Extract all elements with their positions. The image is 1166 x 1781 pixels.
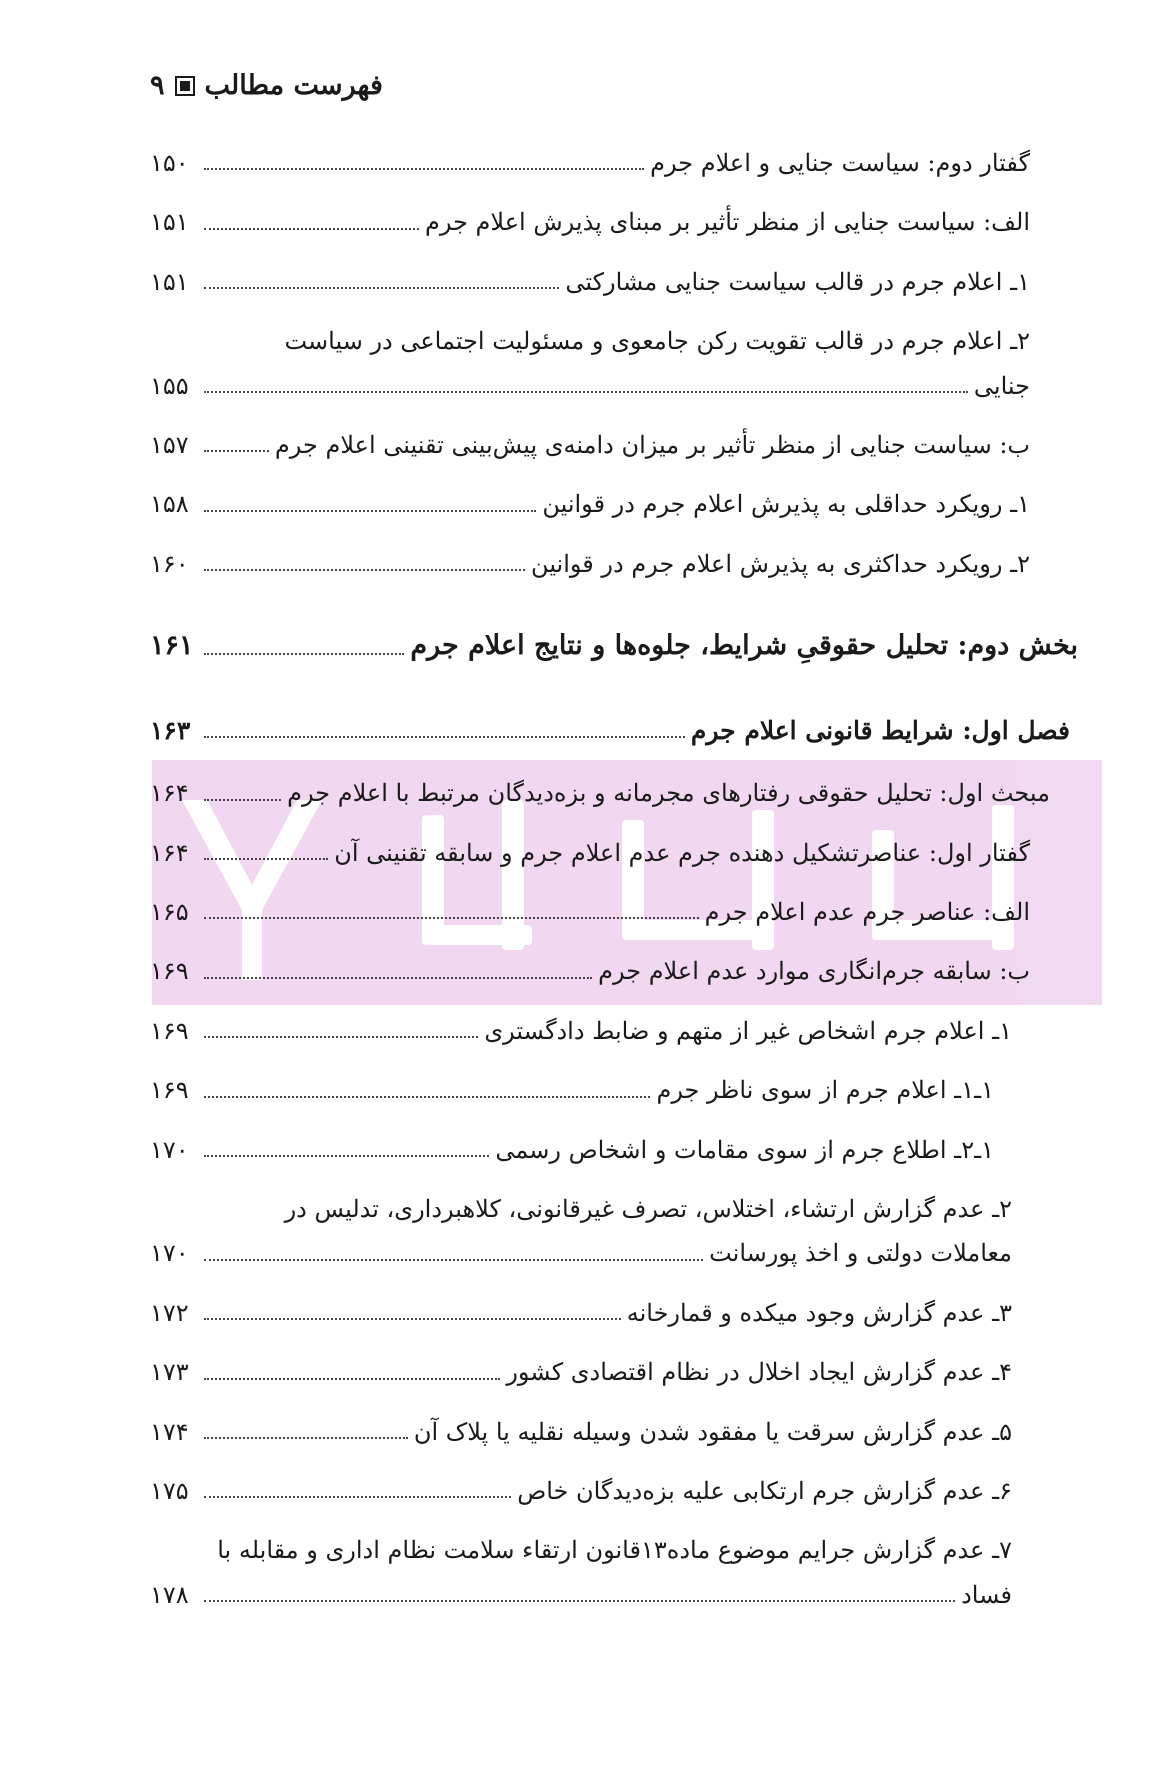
toc-entry bbox=[150, 269, 1030, 295]
toc-entry-title: ۷ـ عدم گزارش جرایم موضوع ماده۱۳قانون ارتقاء سلامت نظام اداری و مقابله با bbox=[217, 1536, 1012, 1565]
dot-leader bbox=[204, 653, 404, 655]
toc-entry-title: ۳ـ عدم گزارش وجود میکده و قمارخانه bbox=[626, 1298, 1012, 1327]
toc-entry bbox=[150, 899, 1030, 925]
toc-entry bbox=[150, 1196, 1030, 1267]
header-page-number: ۹ bbox=[150, 70, 165, 101]
dot-leader bbox=[204, 1437, 408, 1439]
toc-entry-page: ۱۷۸ bbox=[150, 1580, 189, 1609]
running-header bbox=[150, 70, 383, 101]
toc-entry-page: ۱۶۹ bbox=[150, 1076, 189, 1105]
toc-entry-continuation: جنایی bbox=[973, 371, 1030, 400]
toc-entry bbox=[150, 1018, 1030, 1044]
toc-entry-page: ۱۶۴ bbox=[150, 779, 189, 808]
toc-entry-page: ۱۵۵ bbox=[150, 371, 189, 400]
dot-leader bbox=[204, 1378, 500, 1380]
header-title: فهرست مطالب bbox=[204, 70, 383, 101]
toc-entry-continuation: معاملات دولتی و اخذ پورسانت bbox=[709, 1239, 1012, 1268]
toc-entry-page: ۱۵۷ bbox=[150, 430, 189, 459]
dot-leader bbox=[204, 1096, 650, 1098]
toc-entry bbox=[150, 150, 1030, 176]
toc-entry-page: ۱۷۰ bbox=[150, 1135, 189, 1164]
dot-leader bbox=[204, 799, 281, 801]
dot-leader bbox=[204, 977, 592, 979]
toc-entry-page: ۱۶۹ bbox=[150, 1016, 189, 1045]
toc-entry-page: ۱۵۸ bbox=[150, 490, 189, 519]
toc-entry-page: ۱۵۰ bbox=[150, 149, 189, 177]
dot-leader bbox=[204, 569, 525, 571]
toc-entry-page: ۱۵۱ bbox=[150, 208, 189, 237]
dot-leader bbox=[204, 228, 419, 230]
toc-entry-title: ۶ـ عدم گزارش جرم ارتکابی علیه بزه‌دیدگان خاص bbox=[517, 1477, 1012, 1505]
toc-entry-page: ۱۷۰ bbox=[150, 1239, 189, 1268]
square-bullet-icon bbox=[175, 76, 195, 96]
toc-entry bbox=[150, 1137, 1030, 1163]
dot-leader bbox=[204, 917, 699, 919]
toc-entry-title: ب: سیاست جنایی از منظر تأثیر بر میزان دامنه‌ی پیش‌بینی تقنینی اعلام جرم bbox=[274, 430, 1030, 459]
toc-entry-title: ب: سابقه جرم‌انگاری موارد عدم اعلام جرم bbox=[598, 957, 1030, 986]
toc-entry-page: ۱۶۳ bbox=[150, 715, 191, 745]
toc-entry-title: ۱ـ اعلام جرم اشخاص غیر از متهم و ضابط دادگستری bbox=[484, 1016, 1012, 1045]
toc-entry bbox=[150, 1537, 1030, 1608]
table-of-contents bbox=[150, 149, 1078, 1641]
toc-entry-page: ۱۶۴ bbox=[150, 838, 189, 867]
toc-entry-page: ۱۷۳ bbox=[150, 1358, 189, 1387]
toc-part-heading bbox=[150, 631, 1078, 661]
toc-entry-title: ۴ـ عدم گزارش ایجاد اخلال در نظام اقتصادی کشور bbox=[506, 1358, 1012, 1387]
toc-entry-page: ۱۶۵ bbox=[150, 898, 189, 927]
toc-entry-title: بخش دوم: تحلیل حقوقیِ شرایط، جلوه‌ها و نتایج اعلام جرم bbox=[410, 630, 1078, 662]
toc-entry-title: ۱ـ رویکرد حداقلی به پذیرش اعلام جرم در قوانین bbox=[542, 490, 1030, 519]
toc-entry-page: ۱۶۱ bbox=[150, 630, 194, 662]
toc-entry bbox=[150, 1300, 1030, 1326]
toc-entry-title: ۱ـ اعلام جرم در قالب سیاست جنایی مشارکتی bbox=[565, 267, 1030, 296]
dot-leader bbox=[204, 510, 536, 512]
toc-entry-title: ۱ـ۱ـ اعلام جرم از سوی ناظر جرم bbox=[656, 1076, 994, 1105]
toc-entry-title: ۱ـ۲ـ اطلاع جرم از سوی مقامات و اشخاص رسمی bbox=[495, 1135, 994, 1164]
dot-leader bbox=[204, 391, 968, 393]
dot-leader bbox=[204, 450, 269, 452]
toc-entry-title: ۵ـ عدم گزارش سرقت یا مفقود شدن وسیله نقلیه یا پلاک آن bbox=[413, 1417, 1012, 1446]
toc-entry-page: ۱۷۴ bbox=[150, 1417, 189, 1446]
toc-chapter-heading bbox=[150, 717, 1070, 745]
toc-entry bbox=[150, 209, 1030, 235]
dot-leader bbox=[204, 1496, 511, 1498]
toc-entry-page: ۱۷۵ bbox=[150, 1477, 189, 1505]
toc-entry-title: ۲ـ رویکرد حداکثری به پذیرش اعلام جرم در قوانین bbox=[531, 549, 1030, 578]
toc-entry bbox=[150, 780, 1050, 806]
dot-leader bbox=[204, 736, 685, 738]
toc-entry bbox=[150, 551, 1030, 577]
toc-entry bbox=[150, 1077, 1030, 1103]
toc-entry-page: ۱۷۲ bbox=[150, 1298, 189, 1327]
toc-entry bbox=[150, 840, 1030, 866]
toc-entry-continuation: فساد bbox=[961, 1580, 1012, 1609]
toc-entry-title: ۲ـ عدم گزارش ارتشاء، اختلاس، تصرف غیرقانونی، کلاهبرداری، تدلیس در bbox=[284, 1195, 1012, 1224]
toc-entry-page: ۱۵۱ bbox=[150, 267, 189, 296]
dot-leader bbox=[204, 1036, 478, 1038]
toc-entry bbox=[150, 328, 1030, 399]
dot-leader bbox=[204, 1600, 955, 1602]
toc-entry bbox=[150, 1419, 1030, 1445]
dot-leader bbox=[204, 1155, 489, 1157]
toc-entry-title: الف: عناصر جرم عدم اعلام جرم bbox=[704, 898, 1030, 927]
toc-entry bbox=[150, 958, 1030, 984]
toc-entry bbox=[150, 1359, 1030, 1385]
toc-entry-title: گفتار اول: عناصرتشکیل دهنده جرم عدم اعلام جرم و سابقه تقنینی آن bbox=[334, 838, 1030, 867]
toc-entry-title: گفتار دوم: سیاست جنایی و اعلام جرم bbox=[650, 149, 1030, 177]
toc-entry-title: ۲ـ اعلام جرم در قالب تقویت رکن جامعوی و مسئولیت اجتماعی در سیاست bbox=[284, 327, 1030, 356]
dot-leader bbox=[204, 168, 644, 170]
dot-leader bbox=[204, 1259, 703, 1261]
dot-leader bbox=[204, 287, 559, 289]
toc-entry-page: ۱۶۹ bbox=[150, 957, 189, 986]
dot-leader bbox=[204, 1318, 621, 1320]
toc-entry bbox=[150, 1478, 1030, 1504]
toc-entry bbox=[150, 491, 1030, 517]
toc-entry bbox=[150, 432, 1030, 458]
toc-entry-title: مبحث اول: تحلیل حقوقی رفتارهای مجرمانه و بزه‌دیدگان مرتبط با اعلام جرم bbox=[287, 779, 1050, 808]
toc-entry-page: ۱۶۰ bbox=[150, 549, 189, 578]
toc-entry-title: فصل اول: شرایط قانونی اعلام جرم bbox=[690, 715, 1070, 745]
dot-leader bbox=[204, 858, 328, 860]
toc-entry-title: الف: سیاست جنایی از منظر تأثیر بر مبنای پذیرش اعلام جرم bbox=[424, 208, 1030, 237]
